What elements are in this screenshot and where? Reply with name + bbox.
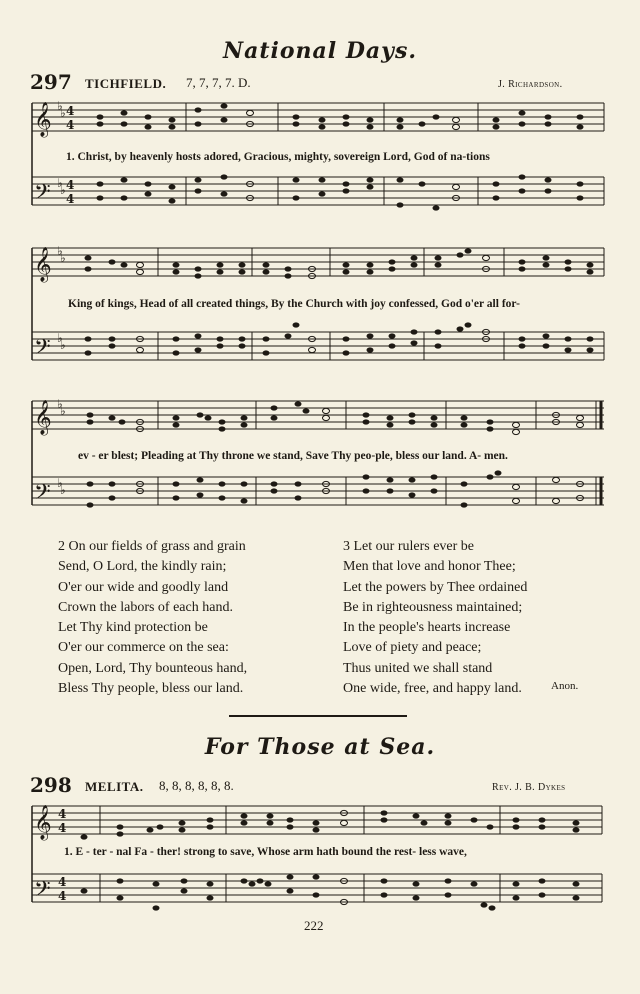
tune-name: TICHFIELD. bbox=[85, 76, 167, 91]
lyrics-line-3: ev - er blest; Pleading at Thy throne we stand, Save Thy peo-ple, bless our land. A- men. bbox=[78, 450, 508, 462]
hymn-number: 298 bbox=[30, 773, 72, 797]
lyrics-line-298-1: 1. E - ter - nal Fa - ther! strong to save, Whose arm hath bound the rest- less wave, bbox=[64, 846, 467, 858]
verse-line: Crown the labors of each hand. bbox=[58, 599, 233, 615]
svg-text:♭: ♭ bbox=[57, 244, 63, 258]
tune-name: MELITA. bbox=[85, 779, 144, 794]
verse-line: In the people's hearts increase bbox=[343, 620, 511, 636]
svg-text:♭: ♭ bbox=[60, 183, 66, 197]
svg-text:𝄞: 𝄞 bbox=[34, 400, 52, 435]
section-divider bbox=[229, 715, 407, 717]
svg-text:4: 4 bbox=[58, 875, 67, 889]
music-system-298 bbox=[0, 798, 640, 928]
verse-3 bbox=[343, 537, 527, 699]
verse-line: Thus united we shall stand bbox=[343, 660, 493, 676]
lyrics-line-2: King of kings, Head of all created things, By the Church with joy confessed, God o'er all for- bbox=[68, 298, 520, 310]
page-number: 222 bbox=[304, 918, 324, 933]
svg-text:♭: ♭ bbox=[60, 404, 66, 418]
svg-text:𝄢: 𝄢 bbox=[34, 335, 51, 365]
svg-text:♭: ♭ bbox=[57, 397, 63, 411]
verse-line: Send, O Lord, the kindly rain; bbox=[58, 559, 227, 575]
verse-line: O'er our wide and goodly land bbox=[58, 579, 229, 595]
svg-text:𝄢: 𝄢 bbox=[34, 180, 51, 210]
svg-text:4: 4 bbox=[58, 807, 67, 821]
svg-text:♭: ♭ bbox=[60, 251, 66, 265]
author-credit: Anon. bbox=[551, 680, 579, 692]
svg-text:4: 4 bbox=[66, 104, 75, 118]
verse-line: 3 Let our rulers ever be bbox=[343, 539, 474, 554]
svg-text:♭: ♭ bbox=[57, 331, 63, 345]
verse-line: Be in righteousness maintained; bbox=[343, 599, 523, 615]
verse-line: Let the powers by Thee ordained bbox=[343, 579, 528, 595]
verse-2 bbox=[58, 537, 247, 699]
svg-text:4: 4 bbox=[66, 118, 75, 132]
verse-line: O'er our commerce on the sea: bbox=[58, 640, 229, 656]
svg-text:♭: ♭ bbox=[57, 99, 63, 113]
tune-meter: 7, 7, 7, 7. D. bbox=[186, 75, 251, 90]
svg-text:♭: ♭ bbox=[60, 338, 66, 352]
hymn-number: 297 bbox=[30, 70, 72, 94]
svg-text:𝄞: 𝄞 bbox=[34, 805, 52, 840]
verse-line: Open, Lord, Thy bounteous hand, bbox=[58, 660, 248, 676]
svg-text:4: 4 bbox=[58, 821, 67, 835]
verse-line: Love of piety and peace; bbox=[343, 640, 482, 656]
svg-text:𝄢: 𝄢 bbox=[34, 480, 51, 510]
svg-text:♭: ♭ bbox=[57, 176, 63, 190]
verse-line: Men that love and honor Thee; bbox=[343, 559, 516, 575]
svg-text:𝄞: 𝄞 bbox=[34, 247, 52, 282]
svg-text:♭: ♭ bbox=[57, 476, 63, 490]
section-title-for-those-at-sea: For Those at Sea. bbox=[204, 734, 436, 760]
svg-text:4: 4 bbox=[66, 192, 75, 206]
verse-line: 2 On our fields of grass and grain bbox=[58, 539, 246, 554]
svg-text:𝄢: 𝄢 bbox=[34, 877, 51, 907]
section-title-national-days: National Days. bbox=[223, 38, 417, 64]
composer: Rev. J. B. Dykes bbox=[492, 782, 566, 793]
svg-text:𝄞: 𝄞 bbox=[34, 102, 52, 137]
tune-meter: 8, 8, 8, 8, 8, 8. bbox=[159, 778, 234, 793]
verse-line: Let Thy kind protection be bbox=[58, 620, 208, 636]
verse-line: Bless Thy people, bless our land. bbox=[58, 681, 244, 697]
svg-text:♭: ♭ bbox=[60, 483, 66, 497]
svg-text:4: 4 bbox=[58, 889, 67, 903]
verse-line: One wide, free, and happy land. bbox=[343, 681, 522, 697]
composer: J. Richardson. bbox=[498, 79, 563, 90]
svg-text:♭: ♭ bbox=[60, 106, 66, 120]
lyrics-line-1: 1. Christ, by heavenly hosts adored, Gracious, mighty, sovereign Lord, God of na-tions bbox=[66, 151, 490, 163]
svg-text:4: 4 bbox=[66, 178, 75, 192]
